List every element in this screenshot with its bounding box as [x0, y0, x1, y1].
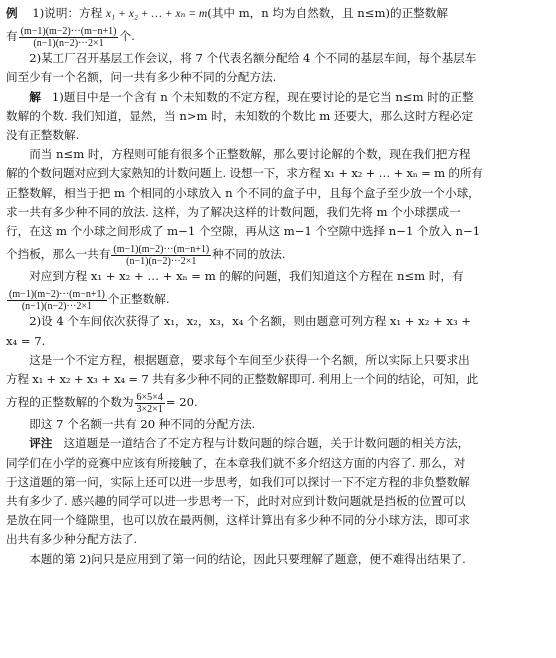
solution-label: 解: [29, 89, 41, 104]
fraction: $\frac{(m-1)(m-2)\cdot\cdot\cdot(m-n+1)}{(n-1)(n-2)\cdot\cdot\cdot 2\times 1}$: [9, 288, 105, 312]
example-part2-cont: 间至少有一个名额，问一共有多少种不同的分配方法.: [6, 70, 277, 85]
solution-line: 解的个数问题对应到大家熟知的计数问题上. 设想一下，求方程 x₁ + x₂ + … + xₙ = m 的所有: [6, 166, 483, 181]
example-part2: 2)某工厂召开基层工作会议，将 7 个代表名额分配给 4 个不同的基层车间，每个基层车: [29, 51, 477, 66]
example-label: 例: [6, 6, 18, 20]
fraction: $\frac{(m-1)(m-2)\cdot\cdot\cdot(m-n+1)}{(n-1)(n-2)\cdot\cdot\cdot 2\times 1}$: [113, 243, 210, 267]
example-part1-fraction-line: 有 $\frac{(m-1)(m-2)\cdot\cdot\cdot(m-n+1)}{(n-1)(n-2)\cdot\cdot\cdot 2\times 1}$ 个.: [6, 25, 135, 49]
solution-line: 方程 x₁ + x₂ + x₃ + x₄ = 7 共有多少种不同的正整数解即可. 利用上一个问的结论，可知，此: [6, 372, 479, 387]
solution-fraction-line: $\frac{(m-1)(m-2)\cdot\cdot\cdot(m-n+1)}{(n-1)(n-2)\cdot\cdot\cdot 2\times 1}$ 个正整数解.: [9, 288, 170, 312]
solution-line: 求一共有多少种不同的放法. 这样，为了解决这样的计数问题，我们先将 m 个小球摆成一: [6, 204, 461, 219]
solution-fraction-line: 方程的正整数解的个数为 $\frac{6\times 5\times 4}{3\times 2\times 1}$ = 20.: [6, 391, 198, 415]
solution-line: 数解的个数. 我们知道，显然，当 n>m 时，未知数的个数比 m 还要大，那么这时方程必定: [6, 108, 474, 123]
commentary-line: 于这道题的第一问，实际上还可以进一步思考，如我们可以探讨一下不定方程的非负整数解: [6, 474, 470, 489]
fraction: $\frac{6\times 5\times 4}{3\times 2\times 1}$: [136, 391, 163, 415]
commentary-line: 出共有多少种分配方法了.: [6, 532, 138, 547]
solution-line: 没有正整数解.: [6, 128, 80, 143]
solution-line: 行，在这 m 个小球之间形成了 m−1 个空隙，再从这 m−1 个空隙中选择 n−1 个放入 n−1: [6, 224, 481, 239]
solution-para5: 这是一个不定方程，根据题意，要求每个车间至少获得一个名额，所以实际上只要求出: [29, 352, 470, 367]
solution-conclusion: 即这 7 个名额一共有 20 种不同的分配方法.: [29, 417, 256, 432]
commentary: 评注 这道题是一道结合了不定方程与计数问题的综合题，关于计数问题的相关方法，: [29, 436, 470, 451]
solution-part2: 2)设 4 个车间依次获得了 x₁，x₂，x₃，x₄ 个名额，则由题意可列方程 x₁ + x₂ + x₃ +: [29, 314, 472, 329]
closing-remark: 本题的第 2)问只是应用到了第一问的结论，因此只要理解了题意，便不难得出结果了.: [29, 551, 466, 566]
solution-para2: 而当 n≤m 时，方程则可能有很多个正整数解，那么要讨论解的个数，现在我们把方程: [29, 147, 471, 162]
fraction: $\frac{(m-1)(m-2)\cdot\cdot\cdot(m-n+1)}{(n-1)(n-2)\cdot\cdot\cdot 2\times 1}$: [20, 25, 117, 49]
commentary-line: 是放在同一个缝隙里，也可以放在最两侧，这样计算出有多少种不同的分小球方法，即可求: [6, 513, 470, 528]
commentary-line: 共有多少了. 感兴趣的同学可以进一步思考一下，此时对应到计数问题就是挡板的位置可以: [6, 494, 466, 509]
solution-line: x₄ = 7.: [6, 333, 46, 348]
solution-intro: 解 1)题目中是一个含有 n 个未知数的不定方程，现在要讨论的是它当 n≤m 时的正整: [29, 89, 474, 104]
example-part1: 例 1)说明：方程 x₁ + x₂ + … + xₙ = m(其中 m，n 均为自然数，且 n≤m)的正整数解: [6, 6, 448, 20]
commentary-line: 同学们在小学的竞赛中应该有所接触了，在本章我们就不多介绍这方面的内容了. 那么，对: [6, 455, 466, 470]
solution-fraction-line: 个挡板，那么一共有 $\frac{(m-1)(m-2)\cdot\cdot\cdot(m-n+1)}{(n-1)(n-2)\cdot\cdot\cdot 2\times 1}$ 种不同的放法.: [6, 243, 286, 267]
solution-para3: 对应到方程 x₁ + x₂ + … + xₙ = m 的解的问题，我们知道这个方程在 n≤m 时，有: [29, 269, 464, 284]
solution-line: 正整数解，相当于把 m 个相同的小球放入 n 个不同的盒子中，且每个盒子至少放一个小球，: [6, 185, 480, 200]
commentary-label: 评注: [29, 436, 53, 451]
